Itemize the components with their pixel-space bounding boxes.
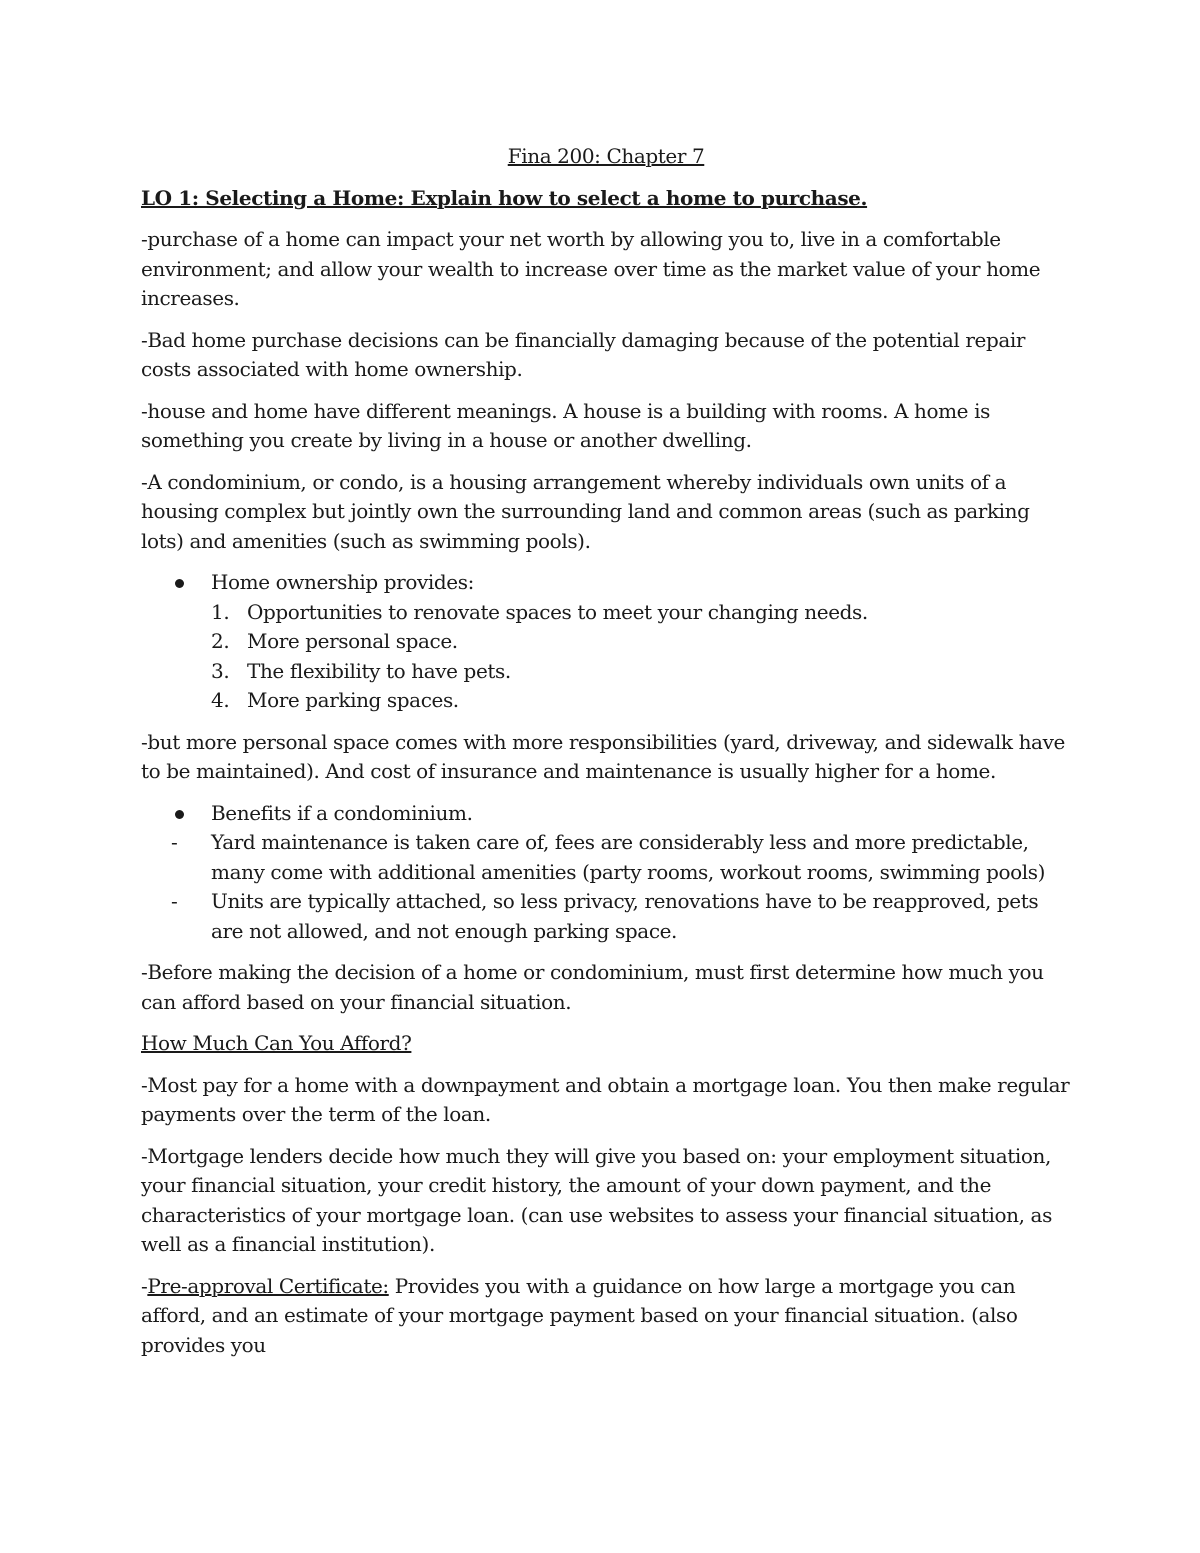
item-number: 4.	[211, 688, 230, 712]
dash-item-text: Yard maintenance is taken care of, fees are considerably less and more predictable, many come with additional amenities (party rooms, workout rooms, swimming pools)	[211, 830, 1046, 884]
document-page	[141, 138, 1071, 1372]
term-label: Pre-approval Certificate:	[147, 1273, 389, 1298]
paragraph	[141, 1272, 1071, 1361]
dash-item	[141, 887, 1071, 946]
item-text: The flexibility to have pets.	[247, 658, 511, 683]
item-text: More parking spaces.	[247, 688, 459, 712]
paragraph: -purchase of a home can impact your net worth by allowing you to, live in a comfortable environment; and allow your wealth to increase over time as the market value of your home increases.	[141, 227, 1041, 310]
paragraph: -Bad home purchase decisions can be financially damaging because of the potential repair costs associated with home ownership.	[141, 327, 1026, 381]
bullet-list	[141, 799, 1071, 947]
paragraph: -but more personal space comes with more responsibilities (yard, driveway, and sidewalk have to be maintained). And cost of insurance and maintenance is usually higher for a home.	[141, 729, 1065, 783]
numbered-list	[211, 598, 1071, 716]
subheading: How Much Can You Afford?	[141, 1031, 412, 1055]
dash-marker: -	[171, 830, 178, 854]
numbered-item	[211, 627, 1071, 657]
bullet-icon	[175, 579, 184, 588]
bullet-list	[141, 568, 1071, 716]
bullet-icon	[175, 810, 184, 819]
bullet-item	[141, 568, 1071, 716]
item-text: Opportunities to renovate spaces to meet your changing needs.	[247, 599, 868, 624]
document-title: Fina 200: Chapter 7	[507, 144, 705, 168]
paragraph: -Before making the decision of a home or condominium, must first determine how much you can afford based on your financial situation.	[141, 960, 1044, 1014]
paragraph: -Mortgage lenders decide how much they will give you based on: your employment situation, your financial situation, your credit history, the amount of your down payment, and the characteristics of your mortgage loan. (can use websites to assess your financial situation, as well as a financial institution).	[141, 1143, 1052, 1256]
section-heading: LO 1: Selecting a Home: Explain how to select a home to purchase.	[141, 185, 868, 210]
paragraph-lead: -	[141, 1273, 148, 1298]
paragraph: -house and home have different meanings. A house is a building with rooms. A home is something you create by living in a house or another dwelling.	[141, 398, 990, 452]
bullet-text: Home ownership provides:	[211, 570, 474, 594]
item-number: 1.	[211, 599, 230, 624]
dash-marker: -	[171, 889, 178, 913]
paragraph-text: Provides you with a guidance on how large a mortgage you can afford, and an estimate of your mortgage payment based on your financial situation. (also provides you	[141, 1273, 1018, 1357]
item-text: More personal space.	[247, 629, 458, 653]
item-number: 3.	[211, 658, 230, 683]
bullet-item	[141, 799, 1071, 829]
paragraph: -A condominium, or condo, is a housing arrangement whereby individuals own units of a housing complex but jointly own the surrounding land and common areas (such as parking lots) and amenities (such as swimming pools).	[141, 469, 1030, 553]
dash-item	[141, 828, 1071, 887]
item-number: 2.	[211, 629, 230, 653]
paragraph: -Most pay for a home with a downpayment and obtain a mortgage loan. You then make regular payments over the term of the loan.	[141, 1072, 1070, 1126]
numbered-item	[211, 598, 1071, 628]
numbered-item	[211, 686, 1071, 716]
numbered-item	[211, 657, 1071, 687]
dash-item-text: Units are typically attached, so less privacy, renovations have to be reapproved, pets are not allowed, and not enough parking space.	[211, 889, 1039, 943]
bullet-text: Benefits if a condominium.	[211, 800, 473, 825]
